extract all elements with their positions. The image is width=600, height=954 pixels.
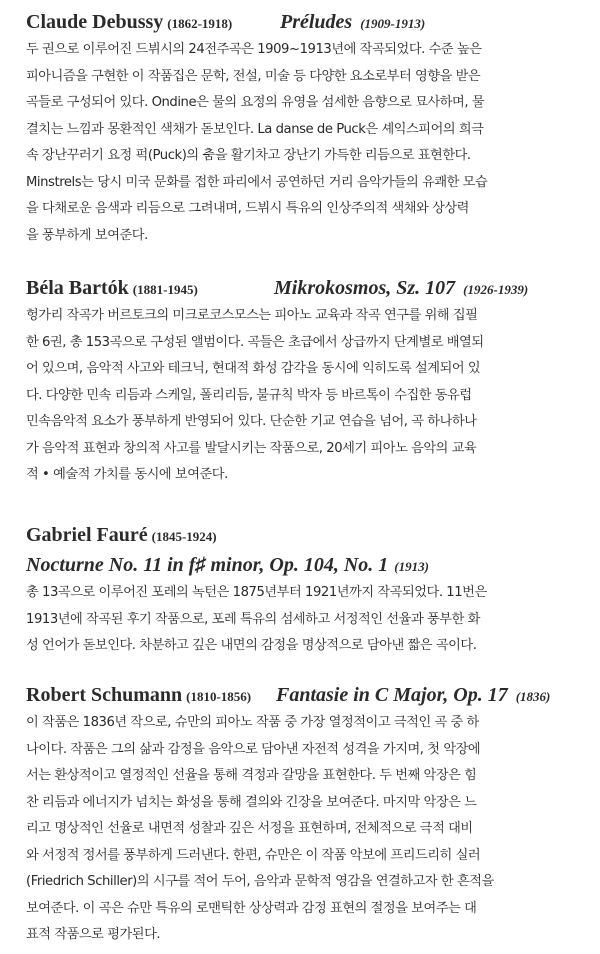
body-line: 속 장난꾸러기 요정 퍽(Puck)의 춤을 활기차고 장난기 가득한 리듬으로 표현한다.: [26, 148, 471, 163]
entry-header: [26, 520, 582, 550]
body-line: 서는 환상적이고 열정적인 선율을 통해 격정과 갈망을 표현한다. 두 번째 악장은 힘: [26, 768, 477, 783]
body-line: 을 풍부하게 보여준다.: [26, 227, 148, 243]
entry-faure: [26, 520, 582, 660]
body-line: 와 서정적 정서를 풍부하게 드러낸다. 한편, 슈만은 이 작품 악보에 프리드리히 실러: [26, 847, 481, 863]
work-title-group: [276, 680, 550, 712]
entry-debussy: [26, 7, 582, 249]
entry-header: [26, 273, 582, 303]
body-line: 이 작품은 1836년 작으로, 슈만의 피아노 작품 중 가장 열정적이고 극적인 곡 중 하: [26, 715, 479, 730]
composer-dates: (1862-1918): [167, 16, 233, 31]
composer-dates: (1881-1945): [132, 282, 198, 297]
work-title-group: [26, 550, 582, 580]
body-line: 표적 작품으로 평가된다.: [26, 927, 161, 942]
body-line: 리고 명상적인 선율로 내면적 성찰과 깊은 서정을 표현하며, 전체적으로 극적 대비: [26, 821, 473, 836]
entry-header: [26, 680, 582, 710]
body-line: 한 6권, 총 153곡으로 구성된 앨범이다. 곡들은 초급에서 상급까지 단계별로 배열되: [26, 334, 484, 350]
body-line: 총 13곡으로 이루어진 포레의 녹턴은 1875년부터 1921년까지 작곡되었다. 11번은: [26, 585, 487, 600]
composer-name: Robert Schumann: [26, 684, 183, 706]
work-year: (1836): [515, 689, 551, 704]
composer-dates: (1810-1856): [186, 689, 252, 704]
body-line: 1913년에 작곡된 후기 작품으로, 포레 특유의 섬세하고 서정적인 선율과 풍부한 화: [26, 611, 480, 627]
work-title-group: [274, 273, 528, 305]
body-line: 찬 리듬과 에너지가 넘치는 화성을 통해 결의와 긴장을 보여준다. 마지막 악장은 느: [26, 794, 477, 810]
work-title: Fantasie in C Major, Op. 17: [276, 684, 508, 706]
body-line: 다. 다양한 민속 리듬과 스케일, 폴리리듬, 불규칙 박자 등 바르톡이 수집한 동유럽: [26, 387, 472, 403]
work-title: Préludes: [280, 11, 353, 33]
body-line: 가 음악적 표현과 창의적 사고를 발달시키는 작품으로, 20세기 피아노 음악의 교육: [26, 440, 477, 456]
work-title: Mikrokosmos, Sz. 107: [274, 277, 456, 299]
composer-dates: (1845-1924): [151, 529, 217, 544]
body-line: 곡들로 구성되어 있다. Ondine은 물의 요정의 유영을 섬세한 음향으로 묘사하며, 물: [26, 95, 485, 110]
body-line: 을 다채로운 음색과 리듬으로 그려내며, 드뷔시 특유의 인상주의적 색채와 상상력: [26, 201, 469, 216]
body-line: 두 권으로 이루어진 드뷔시의 24전주곡은 1909~1913년에 작곡되었다. 수준 높은: [26, 42, 482, 57]
body-line: 보여준다. 이 곡은 슈만 특유의 로맨틱한 상상력과 감정 표현의 절정을 보여주는 대: [26, 900, 477, 916]
body-line: 적 • 예술적 가치를 동시에 보여준다.: [26, 467, 228, 482]
body-line: 결치는 느낌과 몽환적인 색채가 돋보인다. La danse de Puck은 셰익스피어의 희극: [26, 121, 484, 137]
body-line: 피아니즘을 구현한 이 작품집은 문학, 전설, 미술 등 다양한 요소로부터 영향을 받은: [26, 68, 481, 84]
work-title-group: [280, 7, 425, 39]
composer-name: Claude Debussy: [26, 11, 164, 33]
work-year: (1909-1913): [360, 16, 426, 31]
work-title: Nocturne No. 11 in f♯ minor, Op. 104, No. 1: [26, 554, 389, 576]
composer-name: Béla Bartók: [26, 277, 129, 299]
entry-schumann: [26, 680, 582, 949]
work-year: (1926-1939): [463, 282, 529, 297]
body-line: 나이다. 작품은 그의 삶과 감정을 음악으로 담아낸 자전적 성격을 가지며, 첫 악장에: [26, 741, 481, 757]
body-line: 성 언어가 돋보인다. 차분하고 깊은 내면의 감정을 명상적으로 담아낸 짧은 곡이다.: [26, 638, 477, 653]
body-line: 어 있으며, 음악적 사고와 테크닉, 현대적 화성 감각을 동시에 익히도록 설계되어 있: [26, 361, 481, 376]
composer-name: Gabriel Fauré: [26, 524, 148, 546]
body-line: (Friedrich Schiller)의 시구를 적어 두어, 음악과 문학적 영감을 연결하고자 한 흔적을: [26, 874, 494, 889]
body-line: Minstrels는 당시 미국 문화를 접한 파리에서 공연하던 거리 음악가들의 유쾌한 모습: [26, 174, 488, 190]
body-line: 헝가리 작곡가 버르토크의 미크로코스모스는 피아노 교육과 작곡 연구를 위해 집필: [26, 308, 478, 323]
work-year: (1913): [394, 559, 429, 574]
entry-header: [26, 7, 582, 37]
body-line: 민속음악적 요소가 풍부하게 반영되어 있다. 단순한 기교 연습을 넘어, 곡 하나하나: [26, 414, 477, 429]
entry-bartok: [26, 273, 582, 489]
